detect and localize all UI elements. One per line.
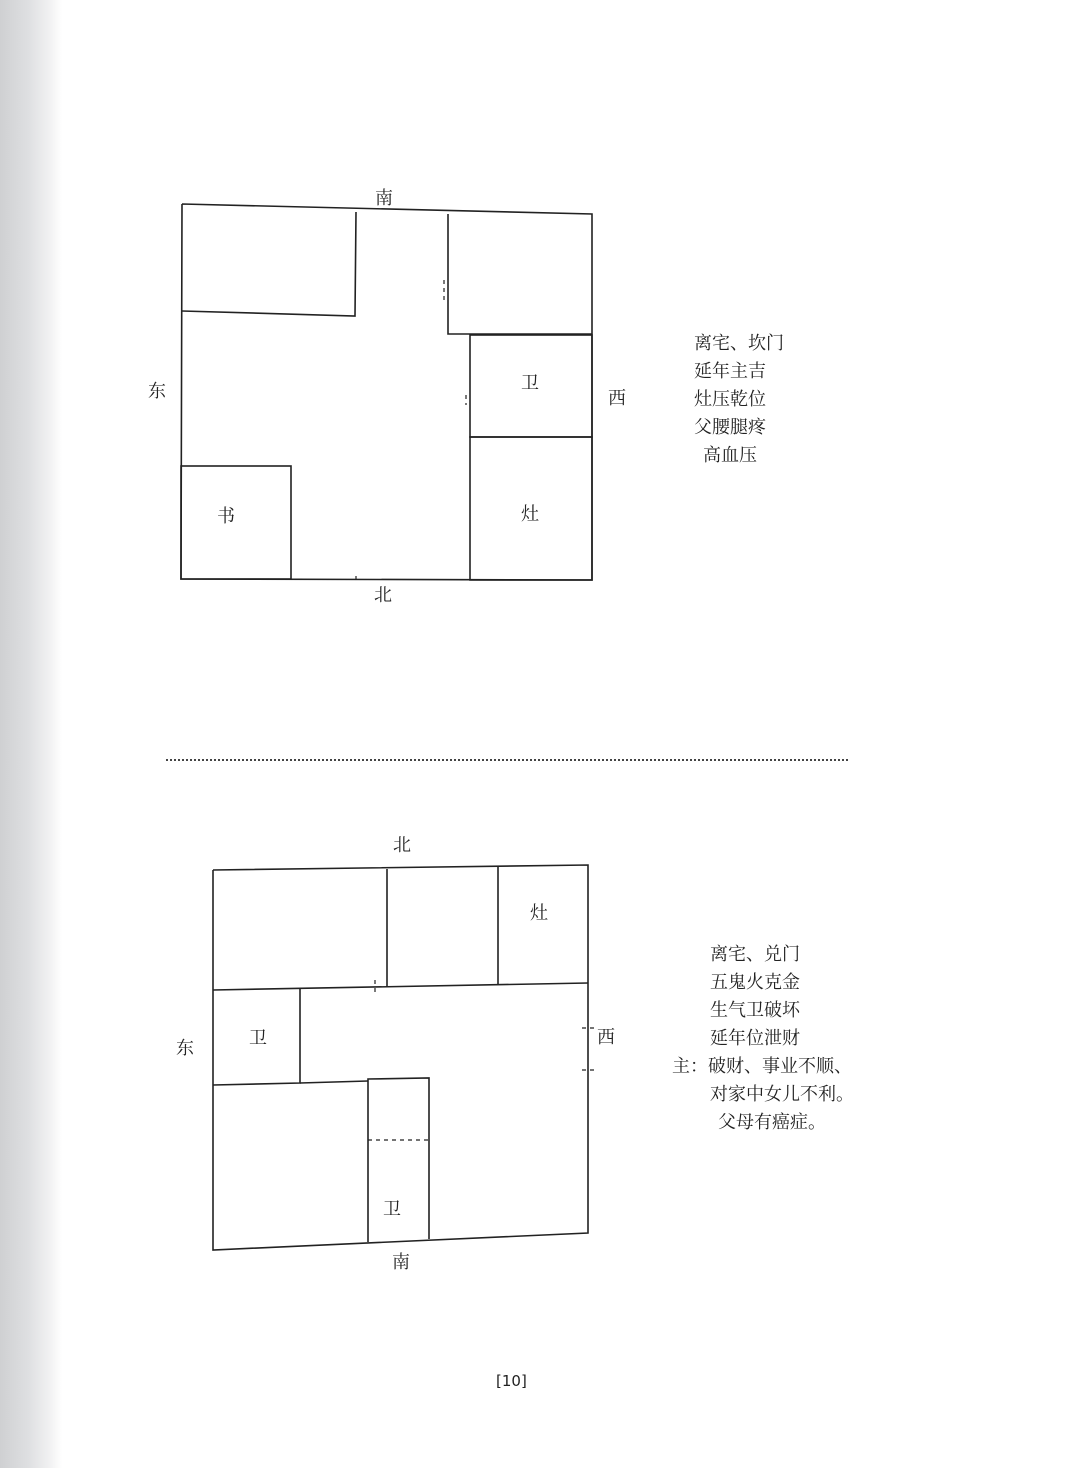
plan1-note-line: 灶压乾位: [694, 389, 766, 410]
plan2-note-line: 五鬼火克金: [710, 972, 800, 993]
plan2-lower-wall: [300, 1081, 368, 1083]
plan2-top-row-wall: [213, 983, 588, 990]
plan2-stove-label: 灶: [530, 903, 548, 924]
plan2-east-label: 东: [176, 1038, 194, 1059]
plan1-west-label: 西: [608, 388, 626, 409]
plan1-note-line: 延年主吉: [694, 361, 766, 382]
plan2-north-label: 北: [393, 835, 411, 856]
plan2-note-line: 离宅、兑门: [710, 944, 800, 965]
plan1-note-line: 父腰腿疼: [694, 417, 766, 438]
plan2-notes: [672, 941, 854, 1137]
plan1-north-label: 北: [374, 585, 392, 606]
page-number: [10]: [496, 1372, 527, 1390]
plan2-bathroom-left-label: 卫: [249, 1028, 267, 1049]
plan1-note-line: 离宅、坎门: [694, 333, 784, 354]
plan2-south-label: 南: [392, 1252, 410, 1273]
plan2-bathroom-bottom-label: 卫: [383, 1199, 401, 1220]
plan2-note-line: 对家中女儿不利。: [710, 1084, 854, 1105]
plan2-west-label: 西: [597, 1027, 615, 1048]
plan1-stove-label: 灶: [521, 504, 539, 525]
plan2-note-line: 主：破财、事业不顺、: [672, 1056, 852, 1077]
plan1-bathroom-label: 卫: [521, 373, 539, 394]
plan1-study-label: 书: [217, 506, 235, 527]
plan2-note-line: 生气卫破坏: [710, 1000, 800, 1021]
plan1-south-label: 南: [375, 188, 393, 209]
plan1-east-label: 东: [148, 381, 166, 402]
plan2-note-line: 延年位泄财: [710, 1028, 800, 1049]
plan2-note-line: 父母有癌症。: [718, 1112, 826, 1133]
plan1-note-line: 高血压: [703, 445, 757, 466]
